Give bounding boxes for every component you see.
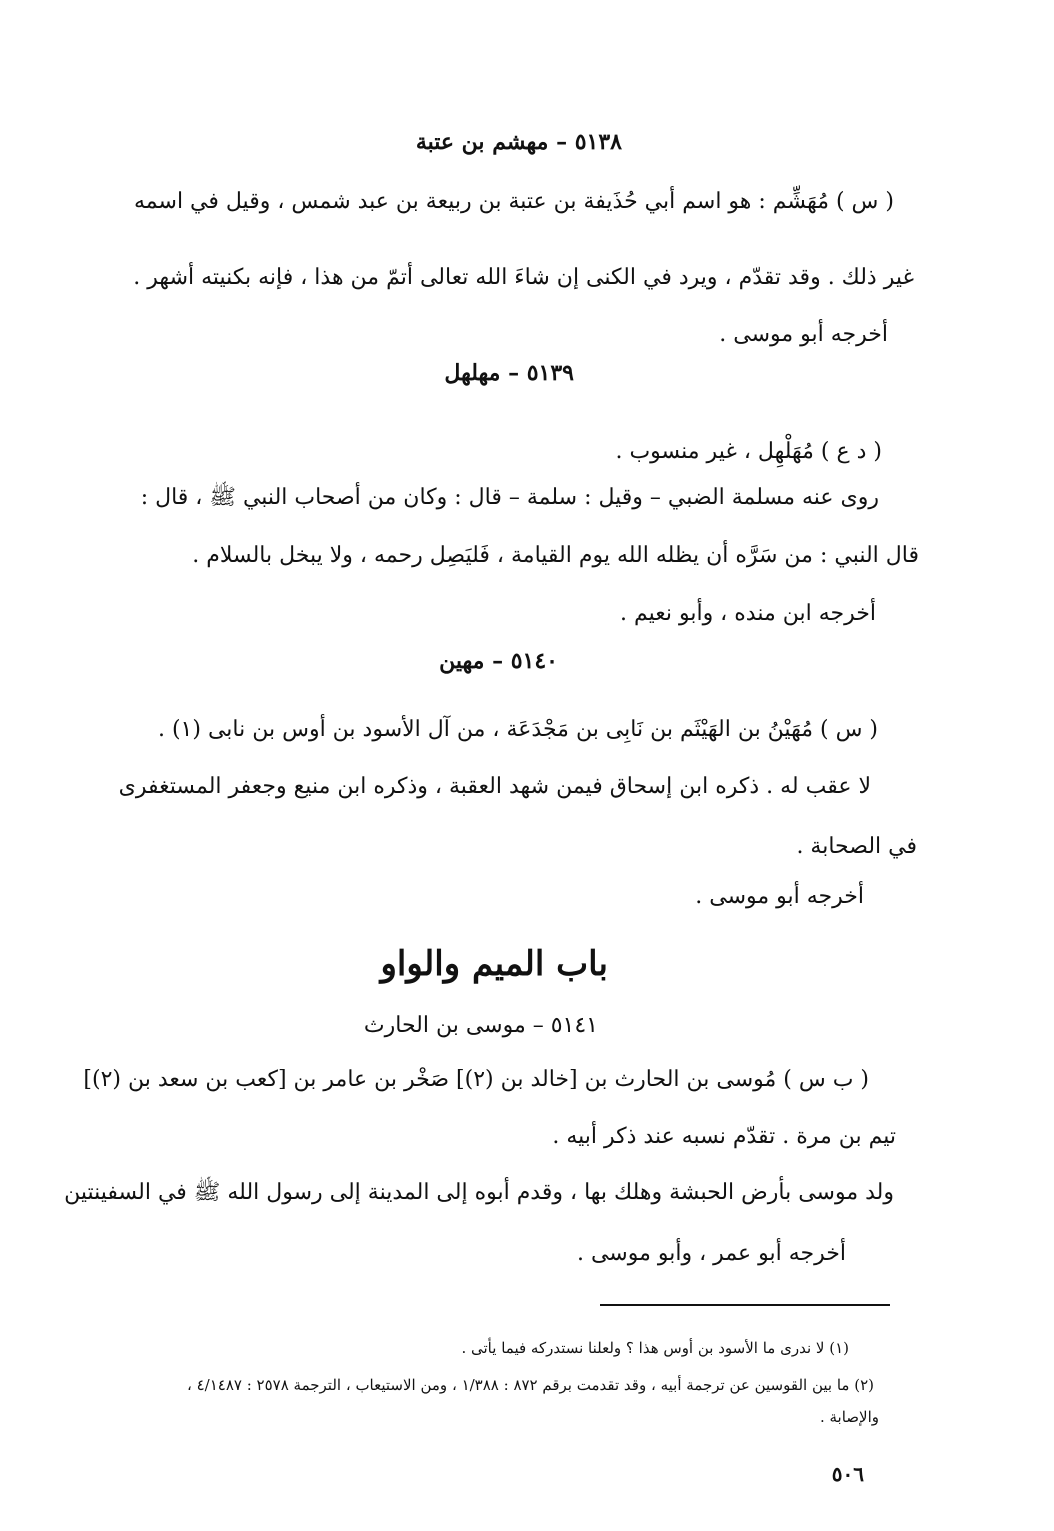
entry-5138-source: أخرجه أبو موسى . [719, 322, 888, 347]
page-number: ٥٠٦ [831, 1462, 864, 1486]
entry-5140-source: أخرجه أبو موسى . [695, 884, 864, 909]
entry-heading-5140: ٥١٤٠ – مهين [439, 648, 558, 674]
entry-5139-line-1: ( د ع ) مُهَلْهِل ، غير منسوب . [615, 439, 882, 464]
entry-5141-line-2: تيم بن مرة . تقدّم نسبه عند ذكر أبيه . [552, 1124, 896, 1149]
entry-5141-source: أخرجه أبو عمر ، وأبو موسى . [576, 1241, 846, 1266]
entry-5140-line-3: في الصحابة . [796, 834, 917, 859]
footnote-separator [600, 1304, 890, 1306]
entry-heading-5138: ٥١٣٨ – مهشم بن عتبة [415, 129, 622, 155]
footnote-2-continuation: والإصابة . [819, 1408, 879, 1426]
chapter-title: باب الميم والواو [380, 944, 608, 984]
footnote-2: (٢) ما بين القوسين عن ترجمة أبيه ، وقد تقدمت برقم ٨٧٢ : ١/٣٨٨ ، ومن الاستيعاب ، الترجمة ٢٥٧٨ : ٤/١٤٨٧ ، [186, 1376, 874, 1394]
entry-5140-line-2: لا عقب له . ذكره ابن إسحاق فيمن شهد العقبة ، وذكره ابن منيع وجعفر المستغفرى [118, 774, 871, 799]
entry-5141-line-3: ولد موسى بأرض الحبشة وهلك بها ، وقدم أبوه إلى المدينة إلى رسول الله ﷺ في السفينتين [64, 1180, 894, 1205]
entry-5139-line-2: روى عنه مسلمة الضبي – وقيل : سلمة – قال : وكان من أصحاب النبي ﷺ ، قال : [140, 485, 879, 510]
footnote-1: (١) لا ندرى ما الأسود بن أوس هذا ؟ ولعلنا نستدركه فيما يأتى . [461, 1339, 849, 1357]
entry-5140-line-1: ( س ) مُهَيْنُ بن الهَيْثَم بن نَابِى بن مَجْدَعَة ، من آل الأسود بن أوس بن نابى (١) . [157, 717, 878, 742]
entry-5138-line-2: غير ذلك . وقد تقدّم ، ويرد في الكنى إن شاءَ الله تعالى أتمّ من هذا ، فإنه بكنيته أشهر . [133, 265, 914, 290]
entry-5138-line-1: ( س ) مُهَشِّم : هو اسم أبي حُذَيفة بن عتبة بن ربيعة بن عبد شمس ، وقيل في اسمه [134, 189, 894, 214]
entry-heading-5141: ٥١٤١ – موسى بن الحارث [363, 1013, 598, 1038]
entry-5139-line-3: قال النبي : من سَرَّه أن يظله الله يوم القيامة ، فَليَصِل رحمه ، ولا يبخل بالسلام . [192, 543, 919, 568]
entry-heading-5139: ٥١٣٩ – مهلهل [444, 360, 574, 386]
entry-5141-line-1: ( ب س ) مُوسى بن الحارث بن [خالد بن (٢)] صَخْر بن عامر بن [كعب بن سعد بن (٢)] [83, 1067, 869, 1092]
entry-5139-source: أخرجه ابن منده ، وأبو نعيم . [619, 601, 876, 626]
